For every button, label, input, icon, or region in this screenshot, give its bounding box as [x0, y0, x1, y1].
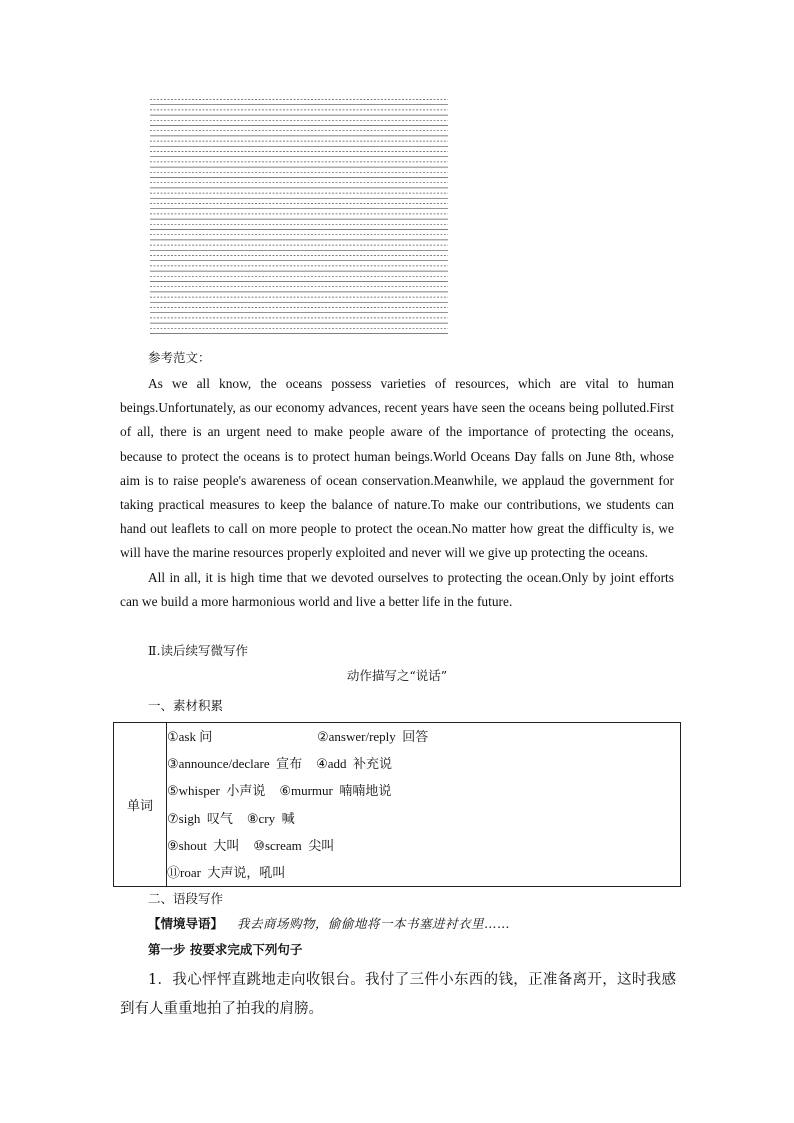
vocab-row: [167, 777, 680, 804]
vocab-word: ⑨shout 大叫: [167, 837, 240, 853]
vocab-word: ⑤whisper 小声说: [167, 783, 266, 799]
vocab-word: ②answer/reply 回答: [317, 729, 429, 744]
question-1: [120, 966, 676, 1024]
essay-paragraph-1: As we all know, the oceans possess varieties of resources, which are vital to human beings.Unfortunately, as our economy advances, recent years have seen the oceans being polluted.First of all, there is an urgent need to make people aware of the importance of protecting the oceans, because to protect the oceans is to protect human beings.World Oceans Day falls on June 8th, whose aim is to raise people's awareness of ocean conservation.Meanwhile, we applaud the government for taking practical measures to keep the balance of nature.To make our contributions, we students can hand out leaflets to call on more people to protect the ocean.No matter how great the difficulty is, we will have the marine resources properly exploited and never will we give up protecting the oceans.: [120, 376, 674, 561]
vocab-row: [167, 832, 680, 859]
vocab-word: ⑥murmur 喃喃地说: [279, 783, 392, 799]
vocab-word: ①ask 问: [167, 729, 213, 744]
vocab-word: ④add 补充说: [316, 756, 393, 772]
vocab-word: ⑦sigh 叹气: [167, 810, 233, 826]
question-1-text: 1．我心怦怦直跳地走向收银台。我付了三件小东西的钱，正准备离开，这时我感到有人重重地拍了拍我的肩膀。: [120, 972, 676, 1017]
section-2-heading: Ⅱ.读后续写微写作: [148, 643, 248, 658]
step-1-heading: [148, 940, 302, 958]
topic-title: 动作描写之“说话”: [346, 668, 448, 683]
essay-paragraph-2: All in all, it is high time that we devoted ourselves to protecting the ocean.Only by joint efforts can we build a more harmonious world and live a better life in the future.: [120, 569, 674, 609]
step-1-text: 第一步 按要求完成下列句子: [148, 942, 303, 957]
vocab-row: [167, 805, 680, 832]
vocab-table: [113, 722, 681, 887]
vocab-word: ③announce/declare 宣布: [167, 756, 303, 772]
vocab-word: ⑩scream 尖叫: [253, 837, 335, 853]
reference-heading: 参考范文：: [148, 350, 211, 365]
vocab-word: ⑪roar 大声说，吼叫: [167, 864, 286, 880]
vocab-items: [167, 723, 681, 887]
part-2-heading: 二、语段写作: [148, 891, 224, 906]
model-essay: [120, 372, 674, 614]
vocab-word: ⑧cry 喊: [246, 810, 295, 826]
vocab-row: [167, 723, 680, 750]
vocab-row: [167, 859, 680, 886]
writing-lines-drawing: [150, 98, 448, 340]
situation-guide: [148, 914, 510, 932]
guide-text: 我去商场购物，偷偷地将一本书塞进衬衣里……: [237, 916, 511, 931]
vocab-category: 单词: [114, 723, 167, 887]
guide-label: 【情境导语】: [148, 916, 224, 931]
vocab-row: [167, 750, 680, 777]
writing-lines: [150, 98, 448, 340]
part-1-heading: 一、素材积累: [148, 698, 224, 713]
